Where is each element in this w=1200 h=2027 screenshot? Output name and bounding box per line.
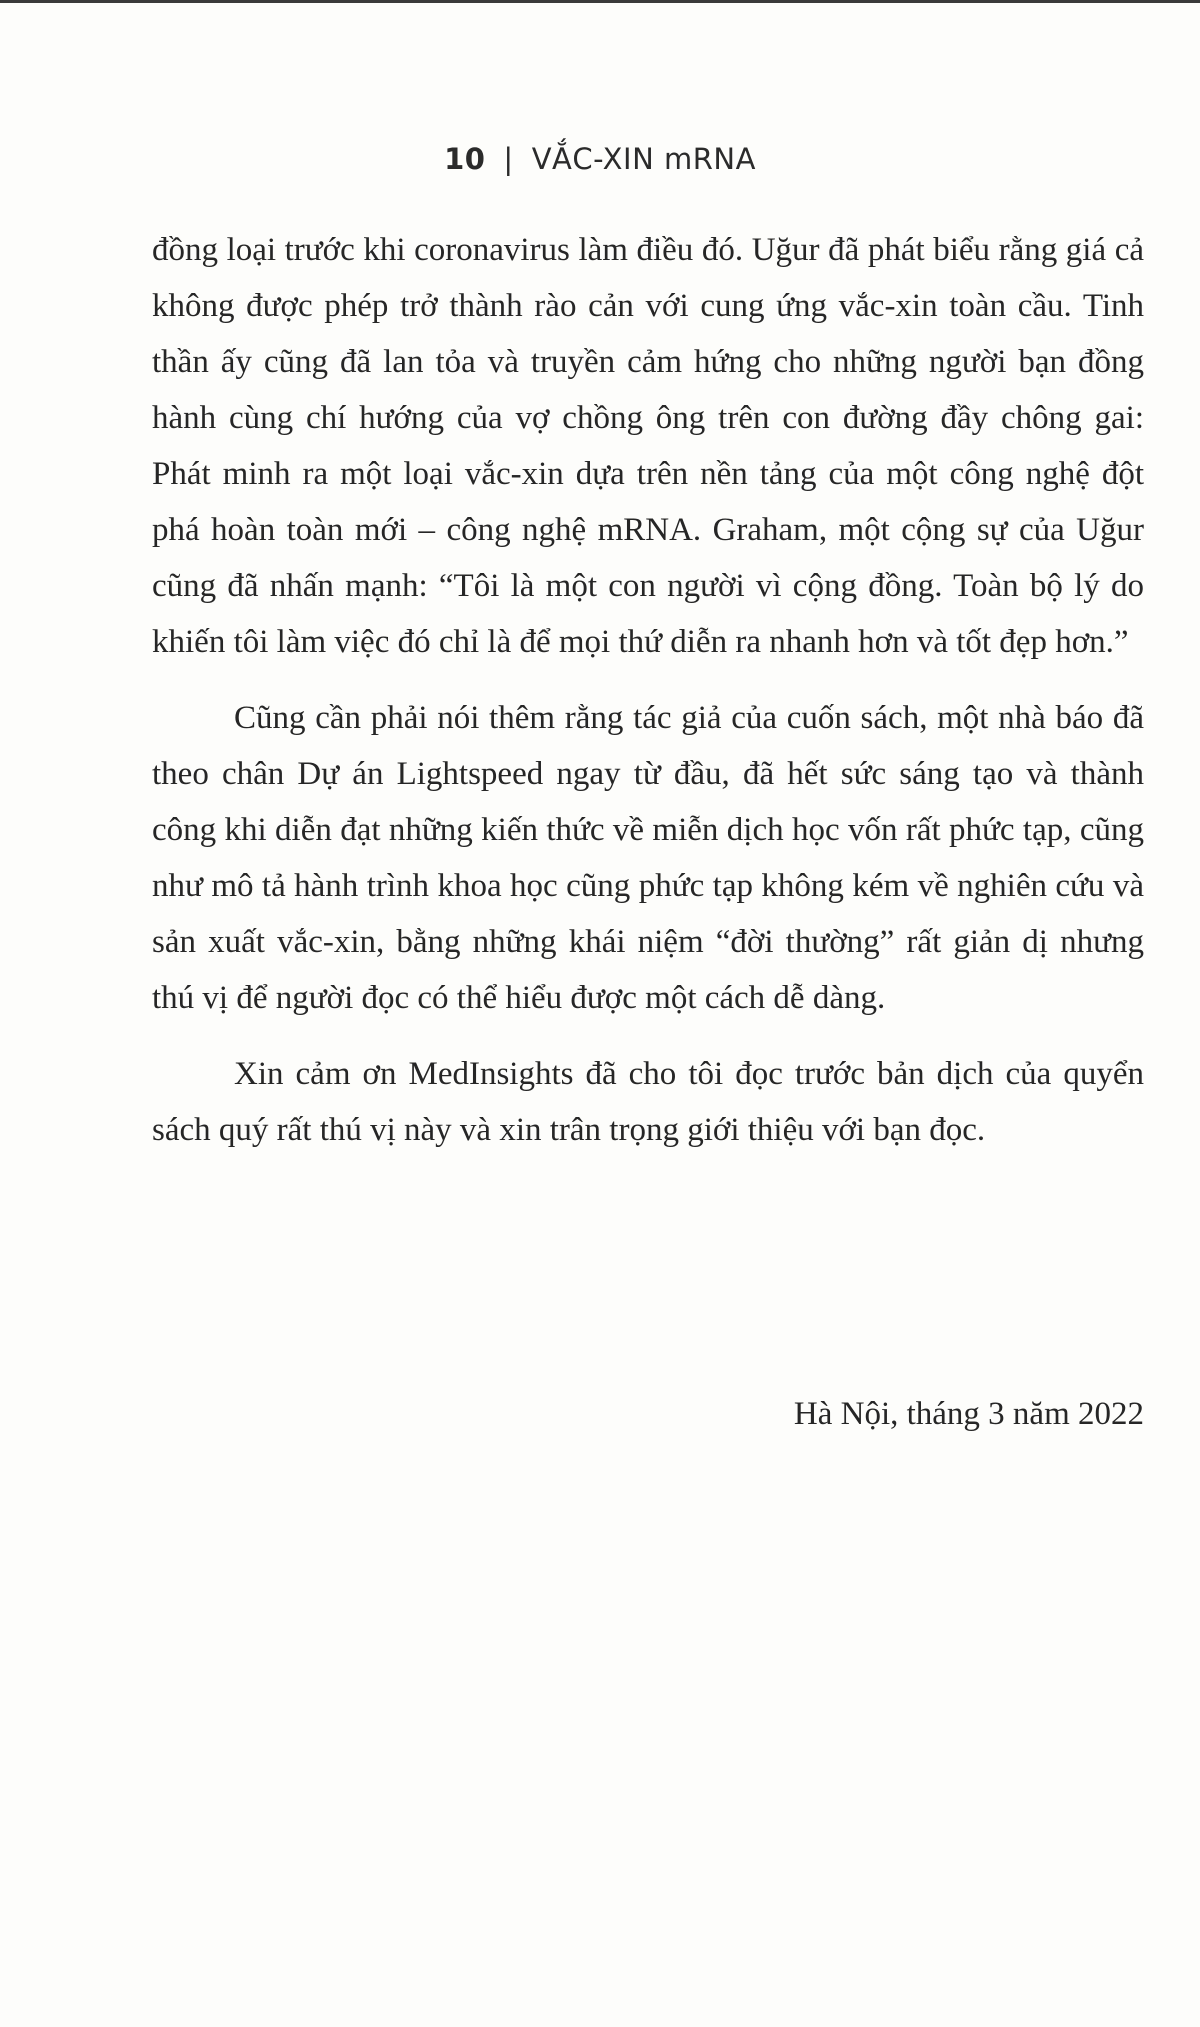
paragraph-author-praise: Cũng cần phải nói thêm rằng tác giả của cuốn sách, một nhà báo đã theo chân Dự án Lightspeed ngay từ đầu, đã hết sức sáng tạo và thành công khi diễn đạt những kiến thức về miễn dịch học vốn rất phức tạp, cũng như mô tả hành trình khoa học cũng phức tạp không kém về nghiên cứu và sản xuất vắc-xin, bằng những khái niệm “đời thường” rất giản dị nhưng thú vị để người đọc có thể hiểu được một cách dễ dàng.: [152, 700, 1144, 1016]
page-top-edge: [0, 0, 1200, 3]
body-text: [152, 222, 1144, 1178]
paragraph-thanks: Xin cảm ơn MedInsights đã cho tôi đọc trước bản dịch của quyển sách quý rất thú vị này và xin trân trọng giới thiệu với bạn đọc.: [152, 1056, 1144, 1148]
page-number: 10: [444, 142, 486, 176]
running-header: [0, 142, 1200, 176]
place-date-signoff: Hà Nội, tháng 3 năm 2022: [793, 1396, 1144, 1432]
paragraph-continued: đồng loại trước khi coronavirus làm điều đó. Uğur đã phát biểu rằng giá cả không được phép trở thành rào cản với cung ứng vắc-xin toàn cầu. Tinh thần ấy cũng đã lan tỏa và truyền cảm hứng cho những người bạn đồng hành cùng chí hướng của vợ chồng ông trên con đường đầy chông gai: Phát minh ra một loại vắc-xin dựa trên nền tảng của một công nghệ đột phá hoàn toàn mới – công nghệ mRNA. Graham, một cộng sự của Uğur cũng đã nhấn mạnh: “Tôi là một con người vì cộng đồng. Toàn bộ lý do khiến tôi làm việc đó chỉ là để mọi thứ diễn ra nhanh hơn và tốt đẹp hơn.”: [152, 232, 1144, 660]
book-title: VẮC-XIN mRNA: [531, 142, 756, 176]
header-separator: |: [503, 142, 514, 176]
